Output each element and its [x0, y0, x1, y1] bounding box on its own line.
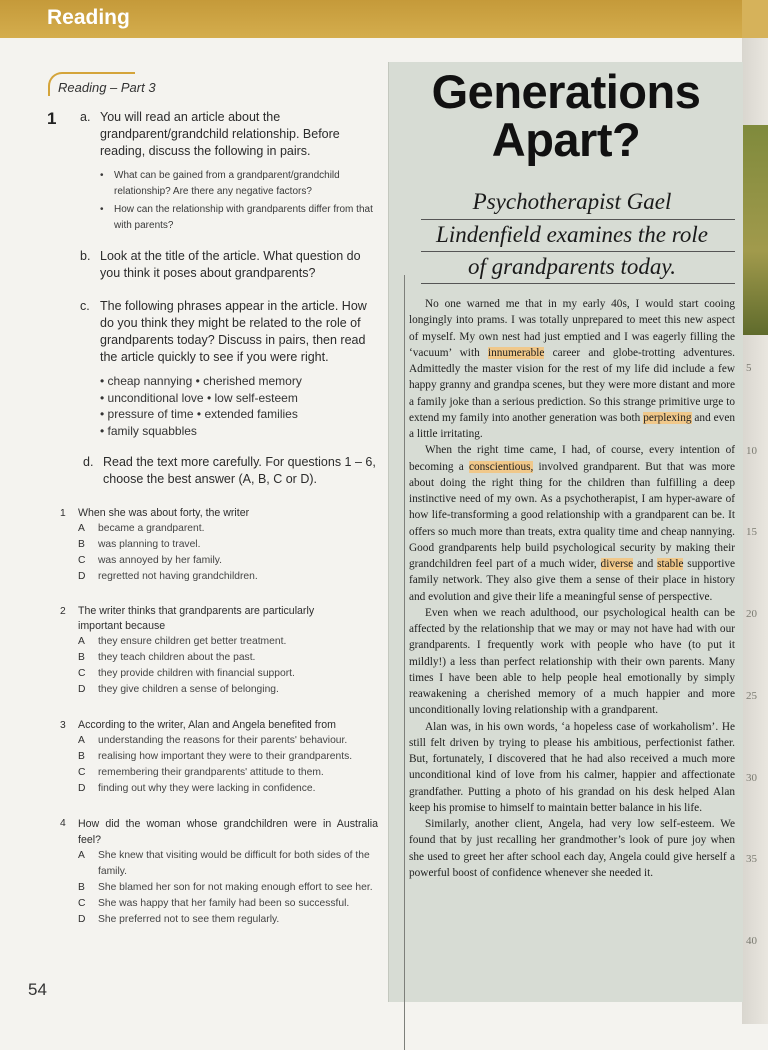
answer-option[interactable] [78, 880, 383, 896]
highlighted-word: diverse [600, 558, 634, 570]
option-letter: A [78, 523, 85, 534]
option-letter: B [78, 539, 85, 550]
answer-option[interactable] [78, 765, 383, 781]
option-text: became a grandparent. [98, 523, 205, 534]
next-page-photo [742, 125, 768, 335]
text-run: supportive family network. They also give them a sense of their place in history and evolution and give their life a meaningful sense of perspective. [409, 558, 735, 603]
question-num: 3 [60, 720, 66, 731]
task-text: Read the text more carefully. For questions 1 – 6, choose the best answer (A, B, C or D). [103, 455, 376, 486]
next-page-band [742, 0, 768, 38]
answer-option[interactable] [78, 634, 383, 650]
question-3 [60, 718, 400, 797]
article-subhead: Psychotherapist Gael [472, 189, 672, 214]
line-number: 35 [746, 853, 757, 865]
answer-option[interactable] [78, 896, 383, 912]
highlighted-word: stable [657, 558, 684, 570]
subhead-rule [421, 251, 735, 252]
question-number: 1 [47, 109, 57, 128]
answer-option[interactable] [78, 537, 383, 553]
option-text: was planning to travel. [98, 539, 201, 550]
question-text: The writer thinks that grandparents are particularly important because [78, 605, 315, 632]
next-page-edge [742, 0, 768, 1024]
option-letter: B [78, 751, 85, 762]
answer-option[interactable] [78, 781, 383, 797]
option-text: She was happy that her family had been so successful. [98, 898, 350, 909]
option-text: they provide children with financial support. [98, 668, 295, 679]
answer-option[interactable] [78, 749, 383, 765]
question-num: 2 [60, 606, 66, 617]
article-subhead: Lindenfield examines the role [436, 222, 708, 247]
highlighted-word: conscientious, [469, 460, 534, 473]
option-text: they give children a sense of belonging. [98, 684, 279, 695]
subhead-rule [421, 283, 735, 284]
question-text: According to the writer, Alan and Angela benefited from [78, 719, 336, 731]
option-letter: A [78, 735, 85, 746]
option-letter: A [78, 850, 85, 861]
task-letter: c. [80, 299, 90, 313]
phrase-row: • family squabbles [100, 423, 197, 438]
article-subhead: of grandparents today. [467, 254, 677, 279]
answer-option[interactable] [78, 650, 383, 666]
article-paragraph [409, 442, 735, 605]
question-4 [60, 816, 383, 928]
option-letter: B [78, 652, 85, 663]
part-label: Reading – Part 3 [58, 80, 156, 95]
line-number: 25 [746, 690, 757, 702]
option-text: realising how important they were to their grandparents. [98, 751, 353, 762]
option-letter: A [78, 636, 85, 647]
question-text: How did the woman whose grandchildren were in Australia feel? [78, 818, 378, 846]
option-letter: B [78, 882, 85, 893]
question-text: When she was about forty, the writer [78, 507, 250, 519]
question-num: 1 [60, 508, 66, 519]
option-letter: D [78, 571, 86, 582]
article-paragraph [409, 296, 735, 442]
option-letter: D [78, 684, 86, 695]
task-letter: d. [83, 455, 94, 469]
option-letter: C [78, 898, 86, 909]
highlighted-word: perplexing [643, 411, 692, 424]
article-border-left [404, 275, 405, 1050]
headline-line: Generations [431, 65, 701, 118]
question-2 [60, 604, 383, 698]
task-text: Look at the title of the article. What question do you think it poses about grandparents? [100, 249, 361, 280]
option-text: finding out why they were lacking in confidence. [98, 783, 316, 794]
line-number: 10 [746, 445, 757, 457]
article-body [409, 296, 735, 881]
bullet-item: • How can the relationship with grandparents differ from that with parents? [100, 202, 380, 234]
section-title: Reading [47, 6, 130, 29]
article-paragraph: Even when we reach adulthood, our psychological health can be affected by the relationship that we may or may not have had with our grandparents. I frequently work with people who have (to put it mildly!) a less than perfect relationship with their own parents. Many times I have been able to help people heal emotionally by simply reawakening a cherished memory of a much happier and more unconditionally loving relationship with a grandparent. [409, 606, 735, 717]
option-text: understanding the reasons for their parents' behaviour. [98, 735, 348, 746]
option-letter: C [78, 555, 86, 566]
answer-option[interactable] [78, 569, 383, 585]
question-num: 4 [60, 818, 66, 829]
answer-option[interactable] [78, 912, 383, 928]
phrase-row: • unconditional love • low self-esteem [100, 390, 298, 405]
phrase-row: • pressure of time • extended families [100, 407, 298, 421]
option-letter: C [78, 767, 86, 778]
option-text: remembering their grandparents' attitude to them. [98, 767, 324, 778]
article-paragraph: Similarly, another client, Angela, had very low self-esteem. We found that by just recalling her grandmother’s look of pure joy when she used to greet her after school each day, Angela could give herself a powerful boost of confidence whenever she needed it. [409, 818, 735, 879]
text-run: No one warned me that in my early 40s, I would start cooing longingly into prams. I was totally unprepared to meet this new aspect of myself. My own nest had just emptied and I was eagerly filling the ‘vacuum’ with [409, 298, 735, 359]
highlighted-word: innumerable [487, 346, 545, 359]
line-number: 40 [746, 935, 757, 947]
option-letter: D [78, 783, 86, 794]
option-text: She blamed her son for not making enough effort to see her. [98, 882, 373, 893]
line-number: 5 [746, 362, 752, 374]
article-paragraph: Alan was, in his own words, ‘a hopeless case of workaholism’. He still felt driven by trying to please his ambitious, perfectionist father. But, fortunately, I discovered that he had also received a much more unconditional kind of love from his calmer, happier and affectionate grandfather. Putting a photo of his grandad on his desk helped Alan keep his promise to himself to maintain better balance in his life. [409, 720, 735, 814]
line-number: 20 [746, 608, 757, 620]
article-panel [388, 62, 743, 1002]
article-headline [389, 65, 743, 166]
answer-option[interactable] [78, 682, 383, 698]
option-letter: C [78, 668, 86, 679]
phrase-list [100, 373, 302, 439]
question-1 [60, 506, 400, 585]
bullet-item: • What can be gained from a grandparent/grandchild relationship? Are there any negative factors? [100, 168, 380, 200]
text-run: and even a little irritating. [409, 411, 735, 440]
task-letter: b. [80, 249, 91, 263]
page-number: 54 [28, 980, 47, 999]
answer-option[interactable] [78, 733, 383, 749]
task-text: The following phrases appear in the article. How do you think they might be related to the role of grandparents today? Discuss in pairs, then read the article quickly to see if you were right. [100, 299, 367, 364]
line-number: 15 [746, 526, 757, 538]
option-text: regretted not having grandchildren. [98, 571, 258, 582]
answer-option[interactable] [78, 848, 383, 880]
text-run: and [633, 558, 658, 570]
option-text: they teach children about the past. [98, 652, 256, 663]
section-header [0, 0, 768, 38]
option-text: She preferred not to see them regularly. [98, 914, 280, 925]
headline-line: Apart? [491, 113, 641, 166]
answer-option[interactable] [78, 666, 383, 682]
answer-option[interactable] [78, 521, 383, 537]
text-run: When the right time came, I had, of course, every intention of becoming a [409, 444, 735, 473]
option-text: they ensure children get better treatment. [98, 636, 287, 647]
task-text: You will read an article about the grandparent/grandchild relationship. Before reading, discuss the following in pairs. [100, 110, 340, 158]
line-number: 30 [746, 772, 757, 784]
task-letter: a. [80, 110, 91, 124]
subhead-rule [421, 219, 735, 220]
option-text: was annoyed by her family. [98, 555, 223, 566]
option-text: She knew that visiting would be difficult for both sides of the family. [98, 850, 370, 877]
answer-option[interactable] [78, 553, 383, 569]
text-run: career and globe-trotting adventures. Admittedly the master vision for the rest of my life did include a few happy granny and grandpa scenes, but they were more distant and more a family joke than a serious prediction. So this strange primitive urge to extend my family into another generation was both [409, 346, 735, 424]
option-letter: D [78, 914, 86, 925]
phrase-row: • cheap nannying • cherished memory [100, 374, 302, 388]
discussion-bullets [100, 168, 380, 234]
text-run: involved grandparent. But that was more about doing the right thing for the children than fulfilling a deep instinctive need of my own. As a psychotherapist, I am hyper-aware of how life-transforming a good relationship with a grandparent can be. It offers so much more than treats, extra quality time and cheap nannying. Good grandparents help build psychological security by making their grandchildren feel part of a much wider, [409, 460, 735, 570]
